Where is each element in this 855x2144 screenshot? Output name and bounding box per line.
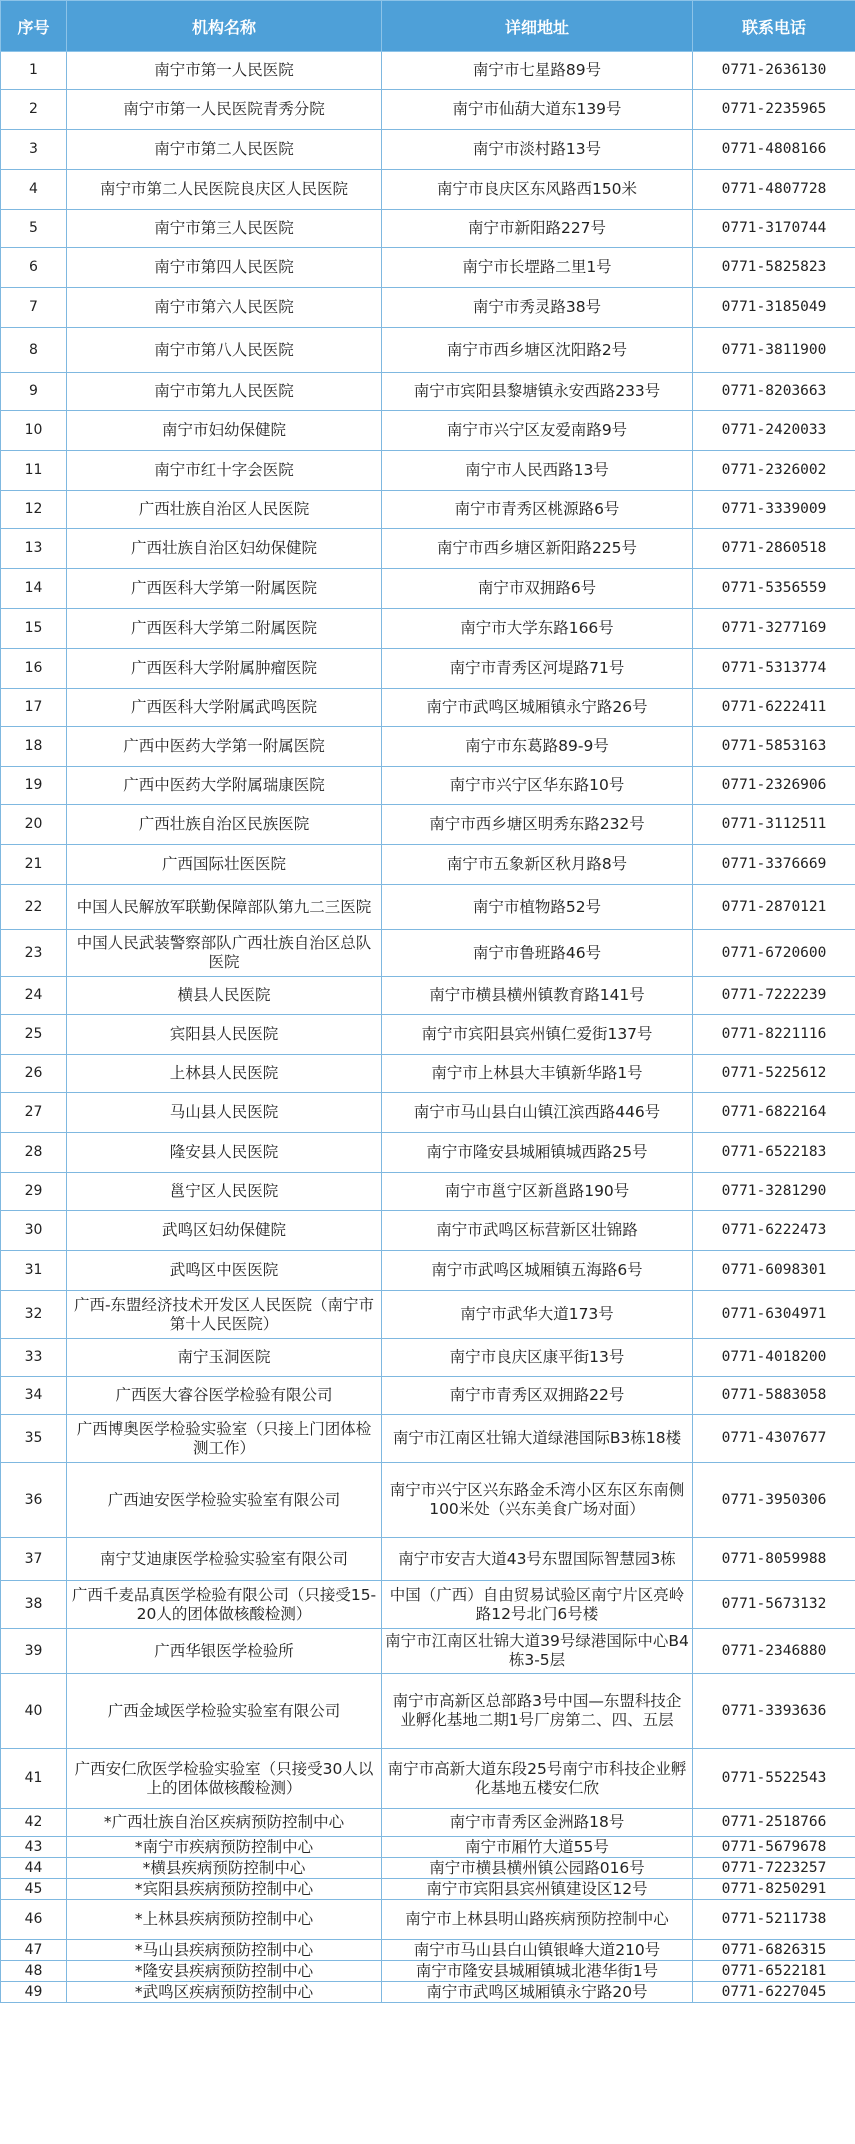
- institution-address: 南宁市宾阳县黎塘镇永安西路233号: [382, 373, 693, 411]
- table-row: [1, 1581, 855, 1629]
- table-row: [1, 1749, 855, 1809]
- institution-phone: 0771-8203663: [693, 373, 855, 411]
- institution-name: 中国人民解放军联勤保障部队第九二三医院: [67, 885, 382, 930]
- institution-phone: 0771-6720600: [693, 930, 855, 977]
- institution-phone: 0771-6522181: [693, 1961, 855, 1982]
- institution-address: 南宁市仙葫大道东139号: [382, 90, 693, 130]
- institution-phone: 0771-2518766: [693, 1809, 855, 1837]
- institution-phone: 0771-2326906: [693, 767, 855, 805]
- table-row: [1, 1133, 855, 1173]
- table-body: [1, 52, 855, 2003]
- table-row: [1, 1879, 855, 1900]
- institution-phone: 0771-3277169: [693, 609, 855, 649]
- institution-name: 广西壮族自治区妇幼保健院: [67, 529, 382, 569]
- row-number: 10: [1, 411, 67, 451]
- table-row: [1, 210, 855, 248]
- institution-phone: 0771-6227045: [693, 1982, 855, 2003]
- institution-phone: 0771-6222473: [693, 1211, 855, 1251]
- institution-phone: 0771-2860518: [693, 529, 855, 569]
- table-row: [1, 90, 855, 130]
- institution-phone: 0771-8250291: [693, 1879, 855, 1900]
- table-row: [1, 1538, 855, 1581]
- table-row: [1, 727, 855, 767]
- header-institution-name: 机构名称: [67, 1, 382, 52]
- row-number: 40: [1, 1674, 67, 1749]
- institution-phone: 0771-5211738: [693, 1900, 855, 1940]
- institution-phone: 0771-6098301: [693, 1251, 855, 1291]
- table-row: [1, 930, 855, 977]
- institution-phone: 0771-2346880: [693, 1629, 855, 1674]
- institution-phone: 0771-2636130: [693, 52, 855, 90]
- institution-name: 马山县人民医院: [67, 1093, 382, 1133]
- row-number: 28: [1, 1133, 67, 1173]
- table-row: [1, 1339, 855, 1377]
- institution-address: 南宁市武鸣区城厢镇五海路6号: [382, 1251, 693, 1291]
- institution-address: 南宁市厢竹大道55号: [382, 1837, 693, 1858]
- row-number: 32: [1, 1291, 67, 1339]
- institution-phone: 0771-6826315: [693, 1940, 855, 1961]
- table-row: [1, 1173, 855, 1211]
- row-number: 23: [1, 930, 67, 977]
- institution-name: 南宁市妇幼保健院: [67, 411, 382, 451]
- institution-phone: 0771-2420033: [693, 411, 855, 451]
- institution-name: 广西医科大学第一附属医院: [67, 569, 382, 609]
- institution-name: 广西壮族自治区民族医院: [67, 805, 382, 845]
- table-row: [1, 1055, 855, 1093]
- institution-address: 中国（广西）自由贸易试验区南宁片区亮岭路12号北门6号楼: [382, 1581, 693, 1629]
- row-number: 2: [1, 90, 67, 130]
- institution-phone: 0771-3811900: [693, 328, 855, 373]
- row-number: 13: [1, 529, 67, 569]
- institution-address: 南宁市鲁班路46号: [382, 930, 693, 977]
- row-number: 49: [1, 1982, 67, 2003]
- institution-phone: 0771-4018200: [693, 1339, 855, 1377]
- row-number: 26: [1, 1055, 67, 1093]
- row-number: 27: [1, 1093, 67, 1133]
- table-row: [1, 1093, 855, 1133]
- institution-name: 宾阳县人民医院: [67, 1015, 382, 1055]
- table-row: [1, 845, 855, 885]
- row-number: 36: [1, 1463, 67, 1538]
- table-row: [1, 609, 855, 649]
- institution-name: 广西-东盟经济技术开发区人民医院（南宁市第十人民医院）: [67, 1291, 382, 1339]
- institution-name: 广西中医药大学第一附属医院: [67, 727, 382, 767]
- table-row: [1, 130, 855, 170]
- institution-name: 广西壮族自治区人民医院: [67, 491, 382, 529]
- institution-address: 南宁市隆安县城厢镇城西路25号: [382, 1133, 693, 1173]
- row-number: 6: [1, 248, 67, 288]
- row-number: 18: [1, 727, 67, 767]
- table-row: [1, 328, 855, 373]
- institution-name: 上林县人民医院: [67, 1055, 382, 1093]
- table-row: [1, 649, 855, 689]
- institution-address: 南宁市马山县白山镇银峰大道210号: [382, 1940, 693, 1961]
- institution-address: 南宁市淡村路13号: [382, 130, 693, 170]
- institution-address: 南宁市东葛路89-9号: [382, 727, 693, 767]
- table-row: [1, 451, 855, 491]
- institution-name: *上林县疾病预防控制中心: [67, 1900, 382, 1940]
- institution-address: 南宁市武鸣区城厢镇永宁路20号: [382, 1982, 693, 2003]
- institution-name: 南宁玉洞医院: [67, 1339, 382, 1377]
- row-number: 11: [1, 451, 67, 491]
- table-row: [1, 170, 855, 210]
- row-number: 30: [1, 1211, 67, 1251]
- institution-address: 南宁市江南区壮锦大道39号绿港国际中心B4栋3-5层: [382, 1629, 693, 1674]
- institution-name: 南宁市第九人民医院: [67, 373, 382, 411]
- header-address: 详细地址: [382, 1, 693, 52]
- table-row: [1, 1463, 855, 1538]
- institution-name: 武鸣区中医医院: [67, 1251, 382, 1291]
- institution-name: 广西迪安医学检验实验室有限公司: [67, 1463, 382, 1538]
- institution-address: 南宁市安吉大道43号东盟国际智慧园3栋: [382, 1538, 693, 1581]
- institution-address: 南宁市西乡塘区新阳路225号: [382, 529, 693, 569]
- table-row: [1, 1940, 855, 1961]
- institution-phone: 0771-5313774: [693, 649, 855, 689]
- institution-phone: 0771-3339009: [693, 491, 855, 529]
- table-row: [1, 1251, 855, 1291]
- institution-name: 广西医大睿谷医学检验有限公司: [67, 1377, 382, 1415]
- row-number: 4: [1, 170, 67, 210]
- institution-address: 南宁市宾阳县宾州镇建设区12号: [382, 1879, 693, 1900]
- table-row: [1, 411, 855, 451]
- institution-name: *南宁市疾病预防控制中心: [67, 1837, 382, 1858]
- institution-name: 广西医科大学附属武鸣医院: [67, 689, 382, 727]
- row-number: 43: [1, 1837, 67, 1858]
- row-number: 33: [1, 1339, 67, 1377]
- institution-name: 横县人民医院: [67, 977, 382, 1015]
- institution-address: 南宁市武鸣区标营新区壮锦路: [382, 1211, 693, 1251]
- institution-address: 南宁市双拥路6号: [382, 569, 693, 609]
- institution-phone: 0771-5825823: [693, 248, 855, 288]
- table-row: [1, 1809, 855, 1837]
- row-number: 38: [1, 1581, 67, 1629]
- institution-phone: 0771-6304971: [693, 1291, 855, 1339]
- institution-address: 南宁市高新大道东段25号南宁市科技企业孵化基地五楼安仁欣: [382, 1749, 693, 1809]
- institution-address: 南宁市兴宁区友爱南路9号: [382, 411, 693, 451]
- institution-address: 南宁市宾阳县宾州镇仁爱街137号: [382, 1015, 693, 1055]
- institution-address: 南宁市西乡塘区沈阳路2号: [382, 328, 693, 373]
- institution-address: 南宁市人民西路13号: [382, 451, 693, 491]
- institution-name: 中国人民武装警察部队广西壮族自治区总队医院: [67, 930, 382, 977]
- row-number: 45: [1, 1879, 67, 1900]
- row-number: 48: [1, 1961, 67, 1982]
- institution-address: 南宁市良庆区康平街13号: [382, 1339, 693, 1377]
- institution-address: 南宁市高新区总部路3号中国—东盟科技企业孵化基地二期1号厂房第二、四、五层: [382, 1674, 693, 1749]
- institution-address: 南宁市七星路89号: [382, 52, 693, 90]
- institution-name: *武鸣区疾病预防控制中心: [67, 1982, 382, 2003]
- row-number: 8: [1, 328, 67, 373]
- table-row: [1, 1837, 855, 1858]
- institution-name: 广西医科大学附属肿瘤医院: [67, 649, 382, 689]
- institution-phone: 0771-2326002: [693, 451, 855, 491]
- row-number: 16: [1, 649, 67, 689]
- table-row: [1, 805, 855, 845]
- table-row: [1, 1629, 855, 1674]
- institution-phone: 0771-5853163: [693, 727, 855, 767]
- institution-address: 南宁市兴宁区兴东路金禾湾小区东区东南侧100米处（兴东美食广场对面）: [382, 1463, 693, 1538]
- table-row: [1, 1982, 855, 2003]
- institution-name: 广西安仁欣医学检验实验室（只接受30人以上的团体做核酸检测）: [67, 1749, 382, 1809]
- table-row: [1, 1858, 855, 1879]
- row-number: 25: [1, 1015, 67, 1055]
- institution-name: *广西壮族自治区疾病预防控制中心: [67, 1809, 382, 1837]
- institution-address: 南宁市邕宁区新邕路190号: [382, 1173, 693, 1211]
- institution-phone: 0771-3376669: [693, 845, 855, 885]
- institution-name: 广西博奥医学检验实验室（只接上门团体检测工作）: [67, 1415, 382, 1463]
- table-row: [1, 1961, 855, 1982]
- row-number: 14: [1, 569, 67, 609]
- row-number: 31: [1, 1251, 67, 1291]
- row-number: 46: [1, 1900, 67, 1940]
- header-phone: 联系电话: [693, 1, 855, 52]
- institution-address: 南宁市上林县明山路疾病预防控制中心: [382, 1900, 693, 1940]
- row-number: 12: [1, 491, 67, 529]
- institution-address: 南宁市青秀区桃源路6号: [382, 491, 693, 529]
- table-header-row: [1, 1, 855, 52]
- institution-name: 隆安县人民医院: [67, 1133, 382, 1173]
- institution-address: 南宁市横县横州镇教育路141号: [382, 977, 693, 1015]
- institution-name: *马山县疾病预防控制中心: [67, 1940, 382, 1961]
- table-row: [1, 1377, 855, 1415]
- table-row: [1, 1900, 855, 1940]
- row-number: 3: [1, 130, 67, 170]
- institution-name: 南宁市第一人民医院青秀分院: [67, 90, 382, 130]
- institution-phone: 0771-5225612: [693, 1055, 855, 1093]
- table-row: [1, 977, 855, 1015]
- institution-address: 南宁市马山县白山镇江滨西路446号: [382, 1093, 693, 1133]
- institution-phone: 0771-2870121: [693, 885, 855, 930]
- institution-name: 南宁市红十字会医院: [67, 451, 382, 491]
- institution-phone: 0771-5673132: [693, 1581, 855, 1629]
- institution-address: 南宁市青秀区金洲路18号: [382, 1809, 693, 1837]
- institution-phone: 0771-3185049: [693, 288, 855, 328]
- table-row: [1, 1015, 855, 1055]
- table-row: [1, 248, 855, 288]
- row-number: 42: [1, 1809, 67, 1837]
- institution-phone: 0771-3112511: [693, 805, 855, 845]
- row-number: 39: [1, 1629, 67, 1674]
- institution-phone: 0771-5679678: [693, 1837, 855, 1858]
- table-row: [1, 1674, 855, 1749]
- institution-name: 南宁市第四人民医院: [67, 248, 382, 288]
- institution-name: 广西金域医学检验实验室有限公司: [67, 1674, 382, 1749]
- institution-address: 南宁市江南区壮锦大道绿港国际B3栋18楼: [382, 1415, 693, 1463]
- institution-name: 武鸣区妇幼保健院: [67, 1211, 382, 1251]
- table-row: [1, 1291, 855, 1339]
- institution-address: 南宁市兴宁区华东路10号: [382, 767, 693, 805]
- institution-phone: 0771-3393636: [693, 1674, 855, 1749]
- institution-name: *横县疾病预防控制中心: [67, 1858, 382, 1879]
- institution-name: 广西国际壮医医院: [67, 845, 382, 885]
- table-row: [1, 529, 855, 569]
- institution-phone: 0771-8221116: [693, 1015, 855, 1055]
- institution-address: 南宁市良庆区东风路西150米: [382, 170, 693, 210]
- institution-name: *隆安县疾病预防控制中心: [67, 1961, 382, 1982]
- row-number: 24: [1, 977, 67, 1015]
- row-number: 19: [1, 767, 67, 805]
- header-number: 序号: [1, 1, 67, 52]
- institution-name: 南宁市第八人民医院: [67, 328, 382, 373]
- institution-address: 南宁市植物路52号: [382, 885, 693, 930]
- institution-name: 南宁艾迪康医学检验实验室有限公司: [67, 1538, 382, 1581]
- institution-name: 南宁市第二人民医院: [67, 130, 382, 170]
- institution-name: 南宁市第六人民医院: [67, 288, 382, 328]
- institution-address: 南宁市新阳路227号: [382, 210, 693, 248]
- institution-phone: 0771-3281290: [693, 1173, 855, 1211]
- row-number: 35: [1, 1415, 67, 1463]
- institution-phone: 0771-4307677: [693, 1415, 855, 1463]
- table-row: [1, 569, 855, 609]
- table-row: [1, 1211, 855, 1251]
- institution-phone: 0771-6822164: [693, 1093, 855, 1133]
- institution-address: 南宁市长堽路二里1号: [382, 248, 693, 288]
- institution-name: 南宁市第三人民医院: [67, 210, 382, 248]
- row-number: 34: [1, 1377, 67, 1415]
- institution-phone: 0771-8059988: [693, 1538, 855, 1581]
- row-number: 21: [1, 845, 67, 885]
- institution-address: 南宁市横县横州镇公园路016号: [382, 1858, 693, 1879]
- institution-phone: 0771-2235965: [693, 90, 855, 130]
- row-number: 9: [1, 373, 67, 411]
- institution-phone: 0771-7223257: [693, 1858, 855, 1879]
- institution-phone: 0771-3950306: [693, 1463, 855, 1538]
- table-row: [1, 491, 855, 529]
- institution-phone: 0771-5522543: [693, 1749, 855, 1809]
- table-row: [1, 767, 855, 805]
- institution-address: 南宁市隆安县城厢镇城北港华街1号: [382, 1961, 693, 1982]
- institution-address: 南宁市武华大道173号: [382, 1291, 693, 1339]
- institution-address: 南宁市西乡塘区明秀东路232号: [382, 805, 693, 845]
- institution-name: 广西医科大学第二附属医院: [67, 609, 382, 649]
- institution-name: 广西千麦品真医学检验有限公司（只接受15-20人的团体做核酸检测）: [67, 1581, 382, 1629]
- table-row: [1, 373, 855, 411]
- row-number: 17: [1, 689, 67, 727]
- row-number: 47: [1, 1940, 67, 1961]
- institution-phone: 0771-4808166: [693, 130, 855, 170]
- institution-address: 南宁市武鸣区城厢镇永宁路26号: [382, 689, 693, 727]
- institution-name: 南宁市第二人民医院良庆区人民医院: [67, 170, 382, 210]
- row-number: 1: [1, 52, 67, 90]
- institution-name: 邕宁区人民医院: [67, 1173, 382, 1211]
- institution-phone: 0771-6222411: [693, 689, 855, 727]
- table-row: [1, 1415, 855, 1463]
- institution-name: 广西华银医学检验所: [67, 1629, 382, 1674]
- row-number: 7: [1, 288, 67, 328]
- institution-phone: 0771-5356559: [693, 569, 855, 609]
- table-row: [1, 288, 855, 328]
- institution-address: 南宁市五象新区秋月路8号: [382, 845, 693, 885]
- table-row: [1, 52, 855, 90]
- institution-address: 南宁市青秀区河堤路71号: [382, 649, 693, 689]
- institution-phone: 0771-6522183: [693, 1133, 855, 1173]
- institution-phone: 0771-4807728: [693, 170, 855, 210]
- table-row: [1, 885, 855, 930]
- row-number: 22: [1, 885, 67, 930]
- row-number: 41: [1, 1749, 67, 1809]
- row-number: 5: [1, 210, 67, 248]
- institution-address: 南宁市上林县大丰镇新华路1号: [382, 1055, 693, 1093]
- institution-address: 南宁市大学东路166号: [382, 609, 693, 649]
- table-row: [1, 689, 855, 727]
- row-number: 37: [1, 1538, 67, 1581]
- institution-phone: 0771-7222239: [693, 977, 855, 1015]
- institution-name: 南宁市第一人民医院: [67, 52, 382, 90]
- row-number: 15: [1, 609, 67, 649]
- row-number: 29: [1, 1173, 67, 1211]
- row-number: 20: [1, 805, 67, 845]
- institution-address: 南宁市青秀区双拥路22号: [382, 1377, 693, 1415]
- institution-name: *宾阳县疾病预防控制中心: [67, 1879, 382, 1900]
- row-number: 44: [1, 1858, 67, 1879]
- institution-phone: 0771-3170744: [693, 210, 855, 248]
- institution-address: 南宁市秀灵路38号: [382, 288, 693, 328]
- institution-name: 广西中医药大学附属瑞康医院: [67, 767, 382, 805]
- institution-phone: 0771-5883058: [693, 1377, 855, 1415]
